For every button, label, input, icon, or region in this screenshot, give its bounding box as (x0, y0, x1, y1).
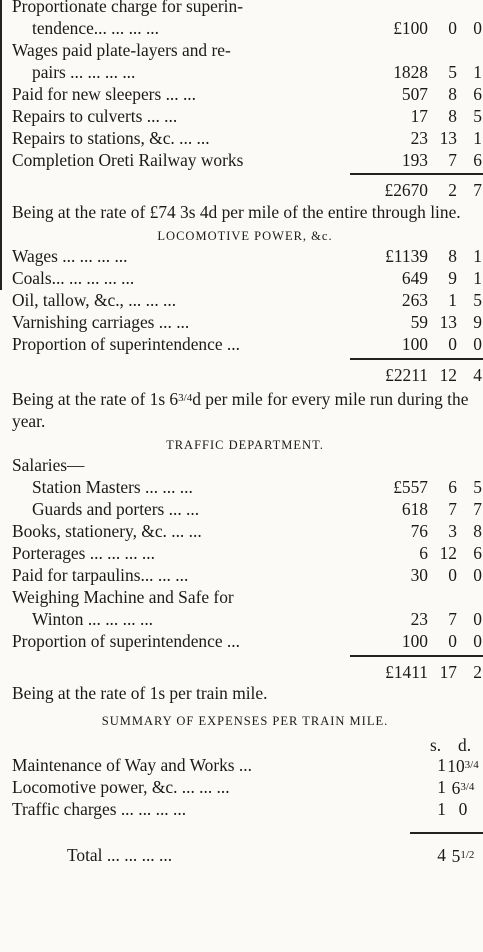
loco-label: Oil, tallow, &c., ... ... ... (12, 290, 177, 310)
traffic-pounds: 76 (410, 521, 428, 541)
loco-pence: 1 (473, 268, 482, 288)
way-works-label: Repairs to stations, &c. ... ... (12, 128, 210, 148)
traffic-shillings: 0 (448, 631, 457, 651)
traffic-pence: 8 (473, 521, 482, 541)
loco-section (12, 245, 483, 355)
traffic-pounds: £557 (393, 477, 428, 497)
summary-total-d (446, 844, 480, 867)
traffic-row (12, 630, 483, 652)
way-works-label: Wages paid plate-layers and re- (12, 40, 231, 60)
loco-label: Wages ... ... ... ... (12, 246, 128, 266)
loco-label: Coals... ... ... ... ... (12, 268, 135, 288)
summary-total-d-whole: 5 (451, 845, 461, 866)
summary-col-d: d. (458, 735, 472, 755)
traffic-label: Station Masters ... ... ... (32, 477, 193, 497)
summary-row (12, 798, 483, 820)
traffic-pence: 6 (473, 543, 482, 563)
way-works-row (12, 39, 483, 61)
loco-heading: LOCOMOTIVE POWER, &c. (157, 229, 333, 243)
way-works-row (12, 17, 483, 39)
loco-note-fraction: 3/4 (178, 392, 193, 404)
traffic-label: Books, stationery, &c. ... ... (12, 521, 202, 541)
traffic-row (12, 520, 483, 542)
way-works-label: Paid for new sleepers ... ... (12, 84, 197, 104)
way-works-row (12, 105, 483, 127)
traffic-pounds: 100 (401, 631, 428, 651)
way-works-pence: 1 (473, 62, 482, 82)
loco-note-b: d per mile for every mile run during the year. (12, 389, 469, 431)
way-works-pounds: 193 (401, 150, 428, 170)
loco-shillings: 9 (448, 268, 457, 288)
total-pence: 4 (473, 365, 482, 385)
total-rule (350, 358, 483, 360)
loco-pounds: 649 (401, 268, 428, 288)
way-works-shillings: 7 (448, 150, 457, 170)
way-works-label: Completion Oreti Railway works (12, 150, 244, 170)
traffic-shillings: 7 (448, 499, 457, 519)
way-works-label: tendence... ... ... ... (32, 18, 160, 38)
loco-pence: 1 (473, 246, 482, 266)
traffic-shillings: 6 (448, 477, 457, 497)
summary-d-fraction: 3/4 (460, 781, 475, 793)
loco-row (12, 245, 483, 267)
traffic-row (12, 454, 483, 476)
summary-d (446, 754, 480, 777)
summary-total-s: 4 (437, 844, 446, 865)
traffic-pounds: 618 (401, 499, 428, 519)
summary-s: 1 (437, 799, 446, 819)
loco-pounds: 59 (410, 312, 428, 332)
way-works-pounds: 507 (401, 84, 428, 104)
loco-pounds: 263 (401, 290, 428, 310)
traffic-pence: 0 (473, 631, 482, 651)
way-works-pounds: 17 (410, 106, 428, 126)
summary-section (12, 754, 483, 820)
total-pence: 2 (473, 662, 482, 682)
traffic-row (12, 564, 483, 586)
traffic-label: Guards and porters ... ... (32, 499, 200, 519)
summary-d (446, 798, 480, 820)
traffic-pounds: 30 (410, 565, 428, 585)
total-shillings: 12 (439, 365, 457, 385)
way-works-pounds: 23 (410, 128, 428, 148)
total-shillings: 17 (439, 662, 457, 682)
way-works-label: Repairs to culverts ... ... (12, 106, 178, 126)
way-works-row (12, 127, 483, 149)
loco-label: Varnishing carriages ... ... (12, 312, 190, 332)
traffic-shillings: 12 (439, 543, 457, 563)
traffic-row (12, 586, 483, 608)
loco-shillings: 13 (439, 312, 457, 332)
way-works-label: pairs ... ... ... ... (32, 62, 136, 82)
way-works-shillings: 8 (448, 84, 457, 104)
total-pounds: £1411 (385, 662, 428, 682)
traffic-pounds: 23 (410, 609, 428, 629)
traffic-shillings: 7 (448, 609, 457, 629)
traffic-pence: 0 (473, 565, 482, 585)
traffic-pence: 0 (473, 609, 482, 629)
traffic-label: Weighing Machine and Safe for (12, 587, 234, 607)
summary-column-heads (12, 734, 483, 754)
summary-heading: SUMMARY OF EXPENSES PER TRAIN MILE. (101, 714, 389, 728)
traffic-row (12, 542, 483, 564)
loco-pounds: 100 (401, 334, 428, 354)
summary-d-whole: 10 (447, 756, 465, 776)
summary-col-s: s. (430, 735, 442, 755)
summary-row (12, 754, 483, 776)
summary-total-row (12, 844, 483, 866)
way-works-shillings: 0 (448, 18, 457, 38)
traffic-shillings: 0 (448, 565, 457, 585)
way-works-shillings: 13 (439, 128, 457, 148)
way-works-note: Being at the rate of £74 3s 4d per mile of the entire through line. (12, 202, 461, 222)
left-margin-rule (0, 0, 2, 290)
summary-row (12, 776, 483, 798)
traffic-row (12, 498, 483, 520)
way-works-pence: 6 (473, 150, 482, 170)
traffic-pence: 7 (473, 499, 482, 519)
loco-note (12, 387, 483, 432)
traffic-label: Proportion of superintendence ... (12, 631, 240, 651)
way-works-row (12, 83, 483, 105)
way-works-shillings: 5 (448, 62, 457, 82)
loco-label: Proportion of superintendence ... (12, 334, 240, 354)
loco-pounds: £1139 (385, 246, 428, 266)
way-works-pounds: £100 (393, 18, 428, 38)
summary-d-whole: 0 (458, 799, 468, 819)
way-works-pence: 6 (473, 84, 482, 104)
traffic-pounds: 6 (419, 543, 428, 563)
summary-total-label: Total ... ... ... ... (67, 844, 173, 865)
loco-row (12, 311, 483, 333)
summary-rule (410, 832, 483, 834)
summary-d-whole: 6 (451, 778, 461, 798)
total-pence: 7 (473, 180, 482, 200)
traffic-total-row (12, 652, 483, 682)
summary-label: Traffic charges ... ... ... ... (12, 799, 187, 819)
traffic-note: Being at the rate of 1s per train mile. (12, 683, 268, 703)
way-works-pence: 1 (473, 128, 482, 148)
way-works-row (12, 61, 483, 83)
summary-s: 1 (437, 755, 446, 775)
traffic-section (12, 454, 483, 652)
summary-s: 1 (437, 777, 446, 797)
loco-row (12, 289, 483, 311)
traffic-row (12, 476, 483, 498)
traffic-label: Salaries— (12, 455, 85, 475)
way-works-section (12, 0, 483, 171)
way-works-pounds: 1828 (393, 62, 428, 82)
traffic-label: Winton ... ... ... ... (32, 609, 154, 629)
total-rule (350, 655, 483, 657)
summary-total-fraction: 1/2 (460, 848, 475, 861)
total-pounds: £2211 (385, 365, 428, 385)
summary-label: Maintenance of Way and Works ... (12, 755, 252, 775)
traffic-pence: 5 (473, 477, 482, 497)
loco-shillings: 8 (448, 246, 457, 266)
loco-pence: 5 (473, 290, 482, 310)
ledger-body (12, 0, 483, 866)
traffic-heading: TRAFFIC DEPARTMENT. (166, 438, 324, 452)
total-shillings: 2 (448, 180, 457, 200)
total-rule (350, 173, 483, 175)
way-works-row (12, 149, 483, 171)
way-works-label: Proportionate charge for superin- (12, 0, 243, 16)
loco-pence: 9 (473, 312, 482, 332)
loco-shillings: 1 (448, 290, 457, 310)
way-works-pence: 0 (473, 18, 482, 38)
traffic-label: Paid for tarpaulins... ... ... (12, 565, 189, 585)
loco-pence: 0 (473, 334, 482, 354)
summary-label: Locomotive power, &c. ... ... ... (12, 777, 230, 797)
traffic-row (12, 608, 483, 630)
way-works-pence: 5 (473, 106, 482, 126)
way-works-row (12, 0, 483, 17)
way-works-total-row (12, 171, 483, 201)
summary-d-fraction: 3/4 (464, 759, 479, 771)
traffic-shillings: 3 (448, 521, 457, 541)
traffic-label: Porterages ... ... ... ... (12, 543, 155, 563)
total-pounds: £2670 (384, 180, 428, 200)
loco-row (12, 267, 483, 289)
way-works-shillings: 8 (448, 106, 457, 126)
loco-total-row (12, 355, 483, 387)
summary-d (446, 776, 480, 799)
loco-note-a: Being at the rate of 1s 6 (12, 389, 179, 409)
loco-row (12, 333, 483, 355)
loco-shillings: 0 (448, 334, 457, 354)
